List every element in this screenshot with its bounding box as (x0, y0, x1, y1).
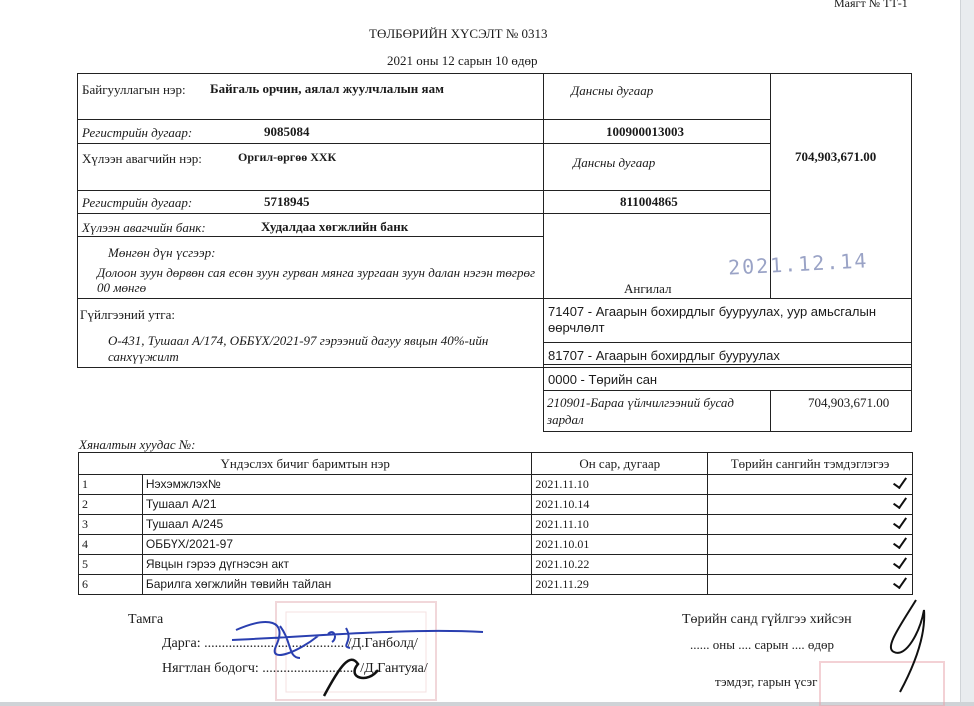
amount-words: Долоон зуун дөрвөн сая есөн зуун гурван мянга зургаан зуун далан нэгэн төгрөг 00 мөнгө (97, 265, 536, 295)
receiver-label: Хүлээн авагчийн нэр: (82, 151, 202, 166)
table-row: 3 Тушаал А/245 2021.11.10 (79, 515, 913, 535)
table-row: 5 Явцын гэрээ дүгнэсэн акт 2021.10.22 (79, 555, 913, 575)
check-mark-icon (891, 535, 909, 549)
table-header-row (79, 453, 913, 475)
code-row-1: 71407 - Агаарын бохирдлыг бууруулах, уур амьсгалын өөрчлөлт (548, 304, 877, 335)
receiver-bank-label: Хүлээн авагчийн банк: (82, 220, 206, 235)
code-row-3: 0000 - Төрийн сан (548, 372, 658, 387)
receiver-account-label: Дансны дугаар (573, 155, 656, 170)
accountant-line: Нягтлан бодогч: ........................... /Д.Гантуяа/ (162, 661, 428, 676)
payer-register-label: Регистрийн дугаар: (82, 125, 193, 140)
col-treasury-note: Төрийн сангийн тэмдэглэгээ (708, 453, 913, 475)
table-row: 1 Нэхэмжлэх№ 2021.11.10 (79, 475, 913, 495)
treasury-sign-line: тэмдэг, гарын үсэг (715, 674, 818, 689)
table-row: 4 ОББҮХ/2021-97 2021.10.01 (79, 535, 913, 555)
receiver-name: Оргил-өргөө ХХК (238, 150, 337, 164)
receiver-bank: Худалдаа хөгжлийн банк (261, 219, 409, 234)
check-mark-icon (891, 475, 909, 489)
scan-edge (960, 0, 974, 706)
handwritten-signature (228, 606, 498, 706)
receiver-account: 811004865 (620, 194, 678, 209)
payer-account-label: Дансны дугаар (571, 83, 654, 98)
check-mark-icon (891, 555, 909, 569)
payer-label: Байгууллагын нэр: (82, 82, 186, 97)
check-mark-icon (891, 575, 909, 589)
treasury-signature (880, 596, 940, 696)
total-amount: 704,903,671.00 (795, 149, 877, 164)
document-date: 2021 оны 12 сарын 10 өдөр (387, 53, 538, 68)
payer-register: 9085084 (264, 124, 310, 139)
receiver-register-label: Регистрийн дугаар: (82, 195, 193, 210)
code-row-4-amount: 704,903,671.00 (808, 395, 890, 410)
control-sheet-label: Хяналтын хуудас №: (79, 437, 196, 452)
payer-account: 100900013003 (606, 124, 684, 139)
code-row-2: 81707 - Агаарын бохирдлыг бууруулах (548, 348, 780, 363)
payer-name: Байгаль орчин, аялал жуулчлалын яам (210, 81, 444, 96)
col-doc-name: Үндэслэх бичиг баримтын нэр (79, 453, 532, 475)
check-mark-icon (891, 515, 909, 529)
treasury-date-line: ...... оны .... сарын .... өдөр (690, 637, 834, 652)
code-row-4: 210901-Бараа үйлчилгээний бусад зардал (547, 395, 734, 427)
purpose-text: О-431, Тушаал А/174, ОББҮХ/2021-97 гэрээний дагуу явцын 40%-ийн санхүүжилт (108, 333, 489, 364)
form-code: Маягт № ТТ-1 (834, 0, 908, 10)
receiver-register: 5718945 (264, 194, 310, 209)
category-label: Ангилал (624, 281, 672, 296)
amount-words-label: Мөнгөн дүн үсгээр: (108, 245, 216, 260)
treasury-received-label: Төрийн санд гүйлгээ хийсэн (682, 612, 852, 627)
stamp-label: Тамга (128, 612, 164, 627)
received-date-stamp: 2021.12.14 (727, 248, 869, 280)
document-title: ТӨЛБӨРИЙН ХҮСЭЛТ № 0313 (369, 26, 548, 41)
col-date-no: Он сар, дугаар (532, 453, 708, 475)
table-row: 2 Тушаал А/21 2021.10.14 (79, 495, 913, 515)
table-row: 6 Барилга хөгжлийн төвийн тайлан 2021.11.29 (79, 575, 913, 595)
control-sheet-table (78, 452, 913, 595)
check-mark-icon (891, 495, 909, 509)
director-line: Дарга: ........................................ /Д.Ганболд/ (162, 636, 418, 651)
purpose-label: Гүйлгээний утга: (80, 307, 175, 322)
